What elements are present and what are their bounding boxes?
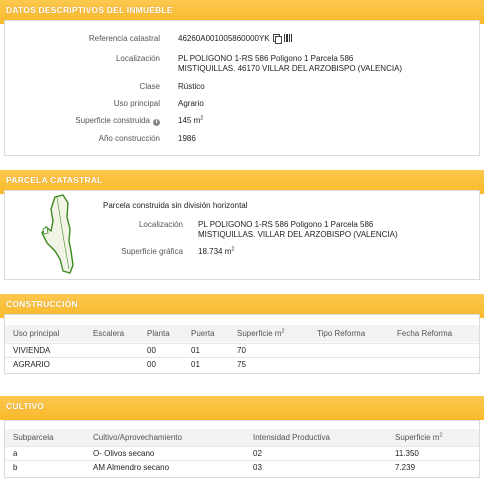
copy-icon[interactable]	[273, 34, 280, 42]
cultivo-section-header	[0, 396, 484, 420]
row-cultivo: O- Olivos secano	[93, 449, 155, 458]
parcela-localizacion-label: Localización	[138, 220, 183, 229]
anio-value: 1986	[178, 134, 196, 143]
cultivo-table	[4, 420, 480, 478]
table-row	[5, 343, 479, 357]
col-superficie-exp: 2	[439, 432, 443, 439]
uso-label: Uso principal	[113, 99, 160, 108]
parcela-superficie-label: Superficie gráfica	[121, 247, 183, 256]
row-superficie: 70	[237, 346, 246, 355]
row-planta: 00	[147, 346, 156, 355]
col-intensidad: Intensidad Productiva	[253, 433, 330, 442]
parcela-panel	[4, 190, 480, 280]
construccion-header-title: CONSTRUCCIÓN	[6, 299, 78, 309]
parcela-description: Parcela construida sin división horizontal	[103, 201, 248, 210]
col-subparcela: Subparcela	[13, 433, 54, 442]
barcode-icon[interactable]	[284, 34, 292, 42]
row-intensidad: 02	[253, 449, 262, 458]
table-row	[5, 460, 479, 474]
col-cultivo: Cultivo/Aprovechamiento	[93, 433, 182, 442]
row-superficie: 7.239	[395, 463, 416, 472]
col-escalera: Escalera	[93, 329, 125, 338]
superficie-unit-exp: 2	[200, 115, 204, 122]
col-tipo-reforma: Tipo Reforma	[317, 329, 366, 338]
parcela-header-title: PARCELA CATASTRAL	[6, 175, 103, 185]
table-row	[5, 357, 479, 371]
row-cultivo: AM Almendro secano	[93, 463, 170, 472]
localizacion-row	[5, 53, 479, 77]
col-superficie-exp: 2	[281, 328, 285, 335]
clase-row	[5, 81, 479, 93]
anio-label: Año construcción	[98, 134, 160, 143]
superficie-row	[5, 115, 479, 127]
superficie-label: Superficie construida	[75, 116, 150, 125]
referencia-value	[178, 33, 292, 45]
row-subparcela: a	[13, 449, 18, 458]
cultivo-table-header	[5, 429, 479, 446]
row-uso: AGRARIO	[13, 360, 50, 369]
superficie-value-text: 145 m	[178, 116, 201, 125]
localizacion-line1: PL POLIGONO 1-RS 586 Poligono 1 Parcela 586	[178, 54, 354, 63]
parcela-superficie-exp: 2	[231, 246, 235, 253]
parcela-localizacion-row	[5, 219, 479, 243]
localizacion-label: Localización	[115, 54, 160, 63]
parcela-superficie-value	[198, 246, 234, 258]
uso-row	[5, 98, 479, 110]
row-puerta: 01	[191, 360, 200, 369]
col-uso-principal: Uso principal	[13, 329, 60, 338]
localizacion-line2: MISTIQUILLAS. 46170 VILLAR DEL ARZOBISPO (VALENCIA)	[178, 64, 403, 73]
referencia-label: Referencia catastral	[88, 34, 160, 43]
construccion-table-header	[5, 325, 479, 342]
datos-panel	[4, 20, 480, 156]
parcela-superficie-text: 18.734 m	[198, 247, 232, 256]
superficie-value	[178, 115, 203, 127]
row-puerta: 01	[191, 346, 200, 355]
row-intensidad: 03	[253, 463, 262, 472]
col-superficie	[237, 325, 285, 342]
clase-label: Clase	[139, 82, 160, 91]
col-superficie-text: Superficie m	[237, 329, 282, 338]
row-subparcela: b	[13, 463, 18, 472]
referencia-row	[5, 33, 479, 45]
row-uso: VIVIENDA	[13, 346, 51, 355]
parcela-superficie-row	[5, 246, 479, 258]
row-planta: 00	[147, 360, 156, 369]
superficie-label-wrap	[5, 115, 160, 127]
parcela-localizacion-line2: MISTIQUILLAS. VILLAR DEL ARZOBISPO (VALENCIA)	[198, 230, 398, 239]
parcela-localizacion-line1: PL POLIGONO 1-RS 586 Poligono 1 Parcela 586	[198, 220, 374, 229]
row-superficie: 75	[237, 360, 246, 369]
col-superficie-text: Superficie m	[395, 433, 440, 442]
col-planta: Planta	[147, 329, 170, 338]
datos-header-title: DATOS DESCRIPTIVOS DEL INMUEBLE	[6, 5, 173, 15]
referencia-text[interactable]: 46260A001005860000YK	[178, 34, 270, 43]
table-row	[5, 446, 479, 460]
info-icon[interactable]: i	[153, 119, 160, 126]
col-fecha-reforma: Fecha Reforma	[397, 329, 453, 338]
cultivo-header-title: CULTIVO	[6, 401, 45, 411]
clase-value: Rústico	[178, 82, 205, 91]
row-superficie: 11.350	[395, 449, 419, 458]
col-puerta: Puerta	[191, 329, 215, 338]
col-superficie	[395, 429, 443, 446]
construccion-table	[4, 314, 480, 374]
anio-row	[5, 133, 479, 145]
uso-value: Agrario	[178, 99, 204, 108]
